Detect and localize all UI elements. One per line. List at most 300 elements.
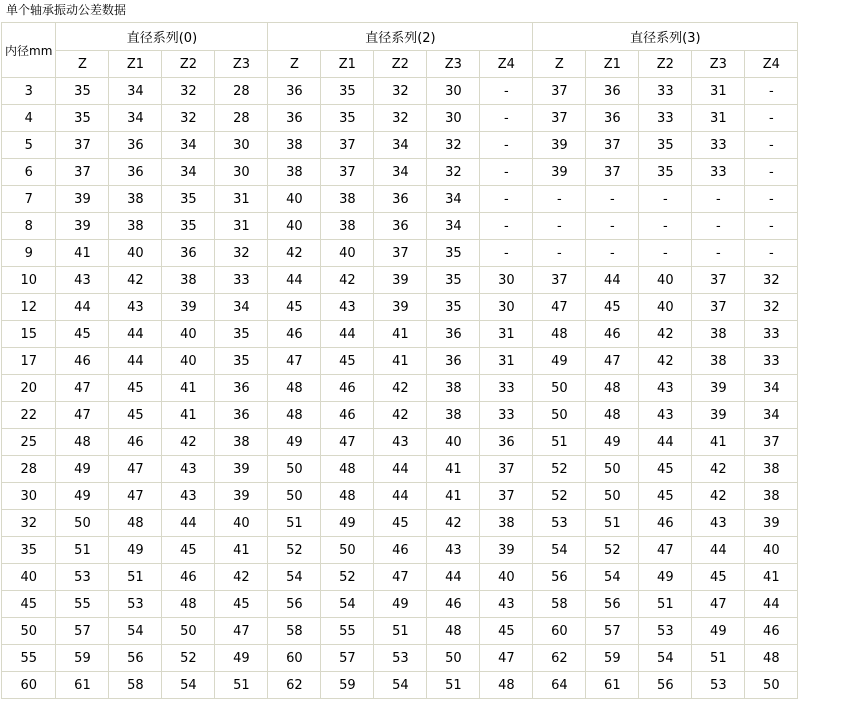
value-cell: 38 xyxy=(321,186,374,213)
table-row xyxy=(2,132,850,159)
value-cell: 43 xyxy=(427,537,480,564)
value-cell: 47 xyxy=(268,348,321,375)
value-cell: 43 xyxy=(374,429,427,456)
value-cell: - xyxy=(692,213,745,240)
value-cell: 48 xyxy=(268,402,321,429)
value-cell: 47 xyxy=(692,591,745,618)
value-cell: 39 xyxy=(480,537,533,564)
value-cell: 54 xyxy=(321,591,374,618)
value-cell: 44 xyxy=(56,294,109,321)
table-row xyxy=(2,78,850,105)
bore-cell: 5 xyxy=(2,132,56,159)
value-cell: - xyxy=(480,186,533,213)
value-cell: 30 xyxy=(427,105,480,132)
value-cell: 42 xyxy=(639,348,692,375)
value-cell: 50 xyxy=(533,402,586,429)
value-cell: 57 xyxy=(586,618,639,645)
value-cell: 47 xyxy=(374,564,427,591)
value-cell: 32 xyxy=(162,105,215,132)
value-cell: 59 xyxy=(56,645,109,672)
value-cell: 33 xyxy=(639,105,692,132)
value-cell: 49 xyxy=(215,645,268,672)
value-cell: 31 xyxy=(215,186,268,213)
table-row xyxy=(2,564,850,591)
value-cell: 51 xyxy=(56,537,109,564)
value-cell: 34 xyxy=(215,294,268,321)
value-cell: 52 xyxy=(533,483,586,510)
value-cell: 49 xyxy=(321,510,374,537)
value-cell: 32 xyxy=(427,159,480,186)
value-cell: 42 xyxy=(374,402,427,429)
value-cell: 36 xyxy=(162,240,215,267)
value-cell: 61 xyxy=(586,672,639,699)
table-row xyxy=(2,186,850,213)
value-cell: 52 xyxy=(533,456,586,483)
value-cell: 35 xyxy=(215,321,268,348)
value-cell: 50 xyxy=(745,672,798,699)
value-cell: 42 xyxy=(427,510,480,537)
value-cell: 46 xyxy=(321,402,374,429)
bore-cell: 6 xyxy=(2,159,56,186)
bore-cell: 50 xyxy=(2,618,56,645)
value-cell: 39 xyxy=(56,213,109,240)
value-cell: 54 xyxy=(268,564,321,591)
value-cell: - xyxy=(533,213,586,240)
value-cell: - xyxy=(745,78,798,105)
value-cell: 39 xyxy=(374,294,427,321)
column-header: Z xyxy=(533,51,586,78)
value-cell: 51 xyxy=(639,591,692,618)
value-cell: 50 xyxy=(586,456,639,483)
value-cell: 40 xyxy=(162,321,215,348)
value-cell: 51 xyxy=(268,510,321,537)
value-cell: 32 xyxy=(162,78,215,105)
value-cell: - xyxy=(480,240,533,267)
value-cell: 47 xyxy=(56,375,109,402)
column-header: Z4 xyxy=(480,51,533,78)
bore-cell: 60 xyxy=(2,672,56,699)
value-cell: 52 xyxy=(586,537,639,564)
value-cell: 37 xyxy=(374,240,427,267)
value-cell: 34 xyxy=(374,132,427,159)
value-cell: 37 xyxy=(56,132,109,159)
value-cell: 49 xyxy=(374,591,427,618)
value-cell: - xyxy=(745,240,798,267)
bore-cell: 30 xyxy=(2,483,56,510)
value-cell: 53 xyxy=(639,618,692,645)
value-cell: 42 xyxy=(692,483,745,510)
bore-cell: 25 xyxy=(2,429,56,456)
value-cell: 47 xyxy=(109,483,162,510)
value-cell: 42 xyxy=(639,321,692,348)
value-cell: 41 xyxy=(745,564,798,591)
value-cell: 54 xyxy=(162,672,215,699)
column-header: Z xyxy=(56,51,109,78)
value-cell: 49 xyxy=(692,618,745,645)
value-cell: 42 xyxy=(215,564,268,591)
value-cell: 34 xyxy=(162,132,215,159)
value-cell: 43 xyxy=(162,456,215,483)
column-header: Z2 xyxy=(162,51,215,78)
value-cell: 32 xyxy=(374,105,427,132)
table-row xyxy=(2,456,850,483)
table-row xyxy=(2,537,850,564)
value-cell: 40 xyxy=(109,240,162,267)
value-cell: 48 xyxy=(268,375,321,402)
value-cell: 38 xyxy=(109,213,162,240)
value-cell: 34 xyxy=(427,213,480,240)
value-cell: 35 xyxy=(427,294,480,321)
value-cell: 33 xyxy=(692,132,745,159)
value-cell: 44 xyxy=(586,267,639,294)
value-cell: 35 xyxy=(321,105,374,132)
value-cell: 49 xyxy=(109,537,162,564)
value-cell: 34 xyxy=(745,375,798,402)
value-cell: 45 xyxy=(109,375,162,402)
value-cell: 48 xyxy=(586,375,639,402)
value-cell: - xyxy=(745,132,798,159)
bore-cell: 9 xyxy=(2,240,56,267)
value-cell: 37 xyxy=(480,483,533,510)
value-cell: 45 xyxy=(215,591,268,618)
value-cell: 46 xyxy=(745,618,798,645)
value-cell: 57 xyxy=(321,645,374,672)
value-cell: 37 xyxy=(745,429,798,456)
value-cell: 48 xyxy=(427,618,480,645)
value-cell: 39 xyxy=(533,132,586,159)
value-cell: 38 xyxy=(109,186,162,213)
value-cell: - xyxy=(639,240,692,267)
value-cell: 39 xyxy=(215,456,268,483)
bore-cell: 55 xyxy=(2,645,56,672)
value-cell: 44 xyxy=(109,348,162,375)
table-row xyxy=(2,321,850,348)
value-cell: 41 xyxy=(56,240,109,267)
value-cell: 50 xyxy=(56,510,109,537)
value-cell: 60 xyxy=(268,645,321,672)
value-cell: 56 xyxy=(586,591,639,618)
value-cell: 37 xyxy=(586,159,639,186)
value-cell: 44 xyxy=(374,483,427,510)
table-row xyxy=(2,213,850,240)
table-row xyxy=(2,375,850,402)
value-cell: 55 xyxy=(56,591,109,618)
value-cell: 33 xyxy=(745,348,798,375)
value-cell: 42 xyxy=(268,240,321,267)
value-cell: 42 xyxy=(321,267,374,294)
value-cell: 40 xyxy=(268,213,321,240)
value-cell: 44 xyxy=(321,321,374,348)
value-cell: - xyxy=(745,159,798,186)
value-cell: 33 xyxy=(639,78,692,105)
value-cell: 43 xyxy=(639,402,692,429)
value-cell: 51 xyxy=(109,564,162,591)
value-cell: 35 xyxy=(162,213,215,240)
bore-cell: 40 xyxy=(2,564,56,591)
value-cell: 36 xyxy=(427,348,480,375)
table-row xyxy=(2,348,850,375)
value-cell: 31 xyxy=(480,321,533,348)
value-cell: 52 xyxy=(268,537,321,564)
column-header: Z1 xyxy=(109,51,162,78)
value-cell: 40 xyxy=(639,267,692,294)
bore-cell: 32 xyxy=(2,510,56,537)
value-cell: 58 xyxy=(533,591,586,618)
value-cell: 46 xyxy=(639,510,692,537)
value-cell: 43 xyxy=(321,294,374,321)
value-cell: 62 xyxy=(268,672,321,699)
bore-cell: 8 xyxy=(2,213,56,240)
value-cell: 43 xyxy=(109,294,162,321)
value-cell: 39 xyxy=(215,483,268,510)
value-cell: 41 xyxy=(162,402,215,429)
value-cell: 31 xyxy=(692,105,745,132)
value-cell: 33 xyxy=(215,267,268,294)
value-cell: 45 xyxy=(586,294,639,321)
value-cell: 41 xyxy=(427,483,480,510)
value-cell: 40 xyxy=(427,429,480,456)
value-cell: - xyxy=(480,78,533,105)
value-cell: 53 xyxy=(374,645,427,672)
value-cell: 43 xyxy=(480,591,533,618)
value-cell: 48 xyxy=(109,510,162,537)
bore-cell: 7 xyxy=(2,186,56,213)
column-header: Z2 xyxy=(374,51,427,78)
value-cell: 51 xyxy=(533,429,586,456)
value-cell: 57 xyxy=(56,618,109,645)
value-cell: 42 xyxy=(162,429,215,456)
value-cell: 48 xyxy=(586,402,639,429)
value-cell: 50 xyxy=(268,456,321,483)
value-cell: 45 xyxy=(374,510,427,537)
value-cell: 38 xyxy=(321,213,374,240)
value-cell: 56 xyxy=(533,564,586,591)
value-cell: 44 xyxy=(268,267,321,294)
value-cell: 37 xyxy=(533,78,586,105)
bore-cell: 45 xyxy=(2,591,56,618)
value-cell: 37 xyxy=(692,267,745,294)
value-cell: 36 xyxy=(427,321,480,348)
value-cell: 38 xyxy=(215,429,268,456)
value-cell: 45 xyxy=(480,618,533,645)
value-cell: 37 xyxy=(586,132,639,159)
value-cell: 35 xyxy=(639,132,692,159)
value-cell: 54 xyxy=(533,537,586,564)
column-header: Z1 xyxy=(586,51,639,78)
value-cell: 43 xyxy=(56,267,109,294)
value-cell: 49 xyxy=(56,456,109,483)
table-row xyxy=(2,618,850,645)
value-cell: 47 xyxy=(639,537,692,564)
value-cell: 36 xyxy=(586,78,639,105)
value-cell: 61 xyxy=(56,672,109,699)
value-cell: 32 xyxy=(374,78,427,105)
value-cell: 45 xyxy=(109,402,162,429)
value-cell: 41 xyxy=(162,375,215,402)
value-cell: 28 xyxy=(215,78,268,105)
bore-cell: 4 xyxy=(2,105,56,132)
value-cell: - xyxy=(745,213,798,240)
value-cell: 36 xyxy=(215,375,268,402)
column-header: Z xyxy=(268,51,321,78)
value-cell: 49 xyxy=(586,429,639,456)
value-cell: 36 xyxy=(374,213,427,240)
value-cell: 46 xyxy=(268,321,321,348)
value-cell: 46 xyxy=(56,348,109,375)
value-cell: - xyxy=(745,105,798,132)
tolerance-table-container xyxy=(1,22,850,699)
value-cell: 47 xyxy=(56,402,109,429)
value-cell: 53 xyxy=(692,672,745,699)
value-cell: 41 xyxy=(215,537,268,564)
table-row xyxy=(2,294,850,321)
value-cell: 38 xyxy=(745,483,798,510)
value-cell: 45 xyxy=(56,321,109,348)
value-cell: 45 xyxy=(639,483,692,510)
value-cell: 51 xyxy=(692,645,745,672)
value-cell: 35 xyxy=(427,240,480,267)
value-cell: 58 xyxy=(109,672,162,699)
value-cell: 48 xyxy=(745,645,798,672)
value-cell: 33 xyxy=(480,402,533,429)
table-row xyxy=(2,510,850,537)
column-header: Z3 xyxy=(215,51,268,78)
value-cell: - xyxy=(692,240,745,267)
bore-cell: 12 xyxy=(2,294,56,321)
value-cell: 51 xyxy=(427,672,480,699)
table-row xyxy=(2,105,850,132)
value-cell: 48 xyxy=(162,591,215,618)
bore-cell: 28 xyxy=(2,456,56,483)
value-cell: - xyxy=(480,159,533,186)
value-cell: 41 xyxy=(374,321,427,348)
value-cell: 48 xyxy=(321,483,374,510)
value-cell: 39 xyxy=(533,159,586,186)
value-cell: 39 xyxy=(692,402,745,429)
value-cell: 51 xyxy=(586,510,639,537)
group-header: 直径系列(2) xyxy=(268,23,533,51)
value-cell: 40 xyxy=(215,510,268,537)
value-cell: 34 xyxy=(745,402,798,429)
value-cell: 34 xyxy=(162,159,215,186)
value-cell: 39 xyxy=(56,186,109,213)
table-row xyxy=(2,645,850,672)
value-cell: 37 xyxy=(692,294,745,321)
value-cell: 45 xyxy=(321,348,374,375)
value-cell: - xyxy=(586,186,639,213)
value-cell: 35 xyxy=(162,186,215,213)
value-cell: 50 xyxy=(321,537,374,564)
value-cell: 59 xyxy=(586,645,639,672)
value-cell: 44 xyxy=(109,321,162,348)
value-cell: 38 xyxy=(268,132,321,159)
value-cell: 46 xyxy=(109,429,162,456)
value-cell: 52 xyxy=(162,645,215,672)
value-cell: 47 xyxy=(321,429,374,456)
value-cell: 42 xyxy=(692,456,745,483)
column-header: Z3 xyxy=(692,51,745,78)
value-cell: 41 xyxy=(692,429,745,456)
value-cell: 36 xyxy=(109,132,162,159)
value-cell: 32 xyxy=(427,132,480,159)
value-cell: - xyxy=(480,105,533,132)
value-cell: 32 xyxy=(745,267,798,294)
value-cell: 39 xyxy=(162,294,215,321)
value-cell: 55 xyxy=(321,618,374,645)
value-cell: 53 xyxy=(109,591,162,618)
value-cell: 30 xyxy=(427,78,480,105)
value-cell: 30 xyxy=(480,267,533,294)
value-cell: 32 xyxy=(745,294,798,321)
value-cell: - xyxy=(480,213,533,240)
page-title: 单个轴承振动公差数据 xyxy=(6,3,127,17)
value-cell: 46 xyxy=(586,321,639,348)
value-cell: 36 xyxy=(215,402,268,429)
value-cell: 28 xyxy=(215,105,268,132)
value-cell: 31 xyxy=(215,213,268,240)
value-cell: 38 xyxy=(692,321,745,348)
value-cell: 34 xyxy=(427,186,480,213)
table-row xyxy=(2,240,850,267)
table-row xyxy=(2,402,850,429)
value-cell: 38 xyxy=(692,348,745,375)
value-cell: 37 xyxy=(533,267,586,294)
value-cell: - xyxy=(639,186,692,213)
column-header: Z1 xyxy=(321,51,374,78)
value-cell: 49 xyxy=(56,483,109,510)
value-cell: 47 xyxy=(215,618,268,645)
value-cell: 33 xyxy=(692,159,745,186)
value-cell: 40 xyxy=(639,294,692,321)
value-cell: 42 xyxy=(374,375,427,402)
value-cell: 40 xyxy=(268,186,321,213)
value-cell: 40 xyxy=(745,537,798,564)
value-cell: 36 xyxy=(268,105,321,132)
value-cell: 35 xyxy=(427,267,480,294)
row-header-bore: 内径mm xyxy=(2,23,56,78)
value-cell: 38 xyxy=(268,159,321,186)
value-cell: 37 xyxy=(480,456,533,483)
value-cell: 44 xyxy=(374,456,427,483)
table-row xyxy=(2,672,850,699)
value-cell: 46 xyxy=(374,537,427,564)
value-cell: 38 xyxy=(427,375,480,402)
bore-cell: 22 xyxy=(2,402,56,429)
value-cell: 31 xyxy=(480,348,533,375)
value-cell: 39 xyxy=(692,375,745,402)
value-cell: 51 xyxy=(374,618,427,645)
value-cell: 46 xyxy=(427,591,480,618)
value-cell: 31 xyxy=(692,78,745,105)
table-row xyxy=(2,267,850,294)
value-cell: - xyxy=(639,213,692,240)
value-cell: 48 xyxy=(480,672,533,699)
value-cell: 30 xyxy=(215,132,268,159)
value-cell: 43 xyxy=(162,483,215,510)
value-cell: 51 xyxy=(215,672,268,699)
value-cell: 47 xyxy=(109,456,162,483)
value-cell: 40 xyxy=(162,348,215,375)
bore-cell: 20 xyxy=(2,375,56,402)
value-cell: 35 xyxy=(56,105,109,132)
value-cell: 34 xyxy=(109,78,162,105)
value-cell: 44 xyxy=(745,591,798,618)
value-cell: 44 xyxy=(427,564,480,591)
value-cell: - xyxy=(692,186,745,213)
value-cell: 36 xyxy=(109,159,162,186)
value-cell: 35 xyxy=(639,159,692,186)
value-cell: 46 xyxy=(162,564,215,591)
